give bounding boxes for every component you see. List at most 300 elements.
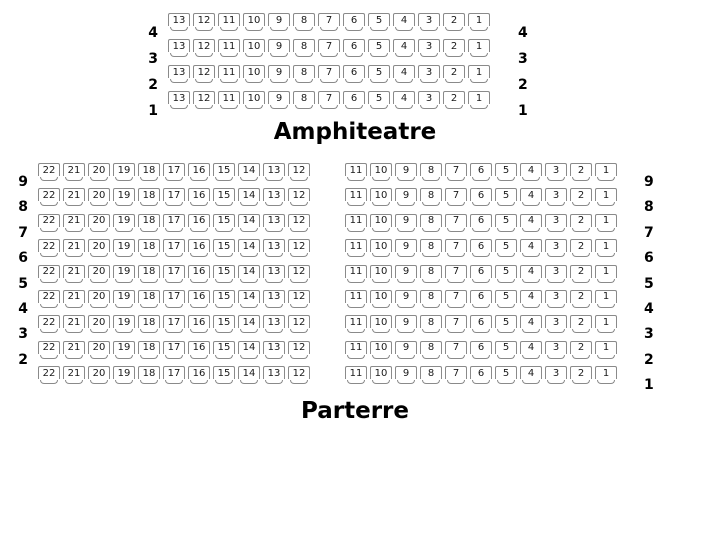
seat[interactable] <box>38 290 60 309</box>
seat[interactable] <box>595 214 617 233</box>
seat[interactable] <box>63 366 85 385</box>
seat[interactable] <box>520 265 542 284</box>
seat[interactable] <box>268 39 290 58</box>
seat[interactable] <box>193 65 215 84</box>
seat[interactable] <box>495 239 517 258</box>
seat[interactable] <box>288 214 310 233</box>
seat[interactable] <box>395 214 417 233</box>
seat[interactable] <box>163 163 185 182</box>
seat-cushion-icon <box>65 202 83 206</box>
seat-cushion-icon <box>40 177 58 181</box>
seat[interactable] <box>193 39 215 58</box>
seat[interactable] <box>63 163 85 182</box>
seat[interactable] <box>520 214 542 233</box>
seat[interactable] <box>595 366 617 385</box>
seat[interactable] <box>113 239 135 258</box>
seat[interactable] <box>595 163 617 182</box>
seat-number: 8 <box>420 188 442 201</box>
seat[interactable] <box>368 13 390 32</box>
seat[interactable] <box>293 65 315 84</box>
seat-number: 19 <box>113 265 135 278</box>
seat[interactable] <box>343 39 365 58</box>
seat[interactable] <box>393 65 415 84</box>
seat[interactable] <box>445 341 467 360</box>
seat[interactable] <box>370 315 392 334</box>
seat[interactable] <box>370 366 392 385</box>
seat[interactable] <box>188 239 210 258</box>
seat[interactable] <box>88 163 110 182</box>
seat[interactable] <box>138 239 160 258</box>
seat[interactable] <box>138 188 160 207</box>
seat[interactable] <box>213 265 235 284</box>
seat-row <box>38 239 310 264</box>
seat[interactable] <box>570 341 592 360</box>
seat-number: 2 <box>443 39 465 52</box>
seat-number: 9 <box>395 315 417 328</box>
seat[interactable] <box>595 341 617 360</box>
seat[interactable] <box>318 65 340 84</box>
seat[interactable] <box>345 188 367 207</box>
seat[interactable] <box>238 239 260 258</box>
seat[interactable] <box>263 239 285 258</box>
seat[interactable] <box>263 341 285 360</box>
seat[interactable] <box>263 214 285 233</box>
seat[interactable] <box>268 91 290 110</box>
seat[interactable] <box>168 13 190 32</box>
seat[interactable] <box>420 214 442 233</box>
seat[interactable] <box>263 315 285 334</box>
seat[interactable] <box>520 366 542 385</box>
seat[interactable] <box>213 366 235 385</box>
seat[interactable] <box>213 239 235 258</box>
seat-cushion-icon <box>347 380 365 384</box>
seat[interactable] <box>38 366 60 385</box>
seat[interactable] <box>370 239 392 258</box>
seat[interactable] <box>38 163 60 182</box>
seat[interactable] <box>318 13 340 32</box>
seat[interactable] <box>263 366 285 385</box>
seat[interactable] <box>88 341 110 360</box>
seat-number: 17 <box>163 341 185 354</box>
seat[interactable] <box>445 366 467 385</box>
seat[interactable] <box>345 163 367 182</box>
seat[interactable] <box>38 214 60 233</box>
seat[interactable] <box>288 163 310 182</box>
seat[interactable] <box>368 39 390 58</box>
seat[interactable] <box>188 290 210 309</box>
seat[interactable] <box>420 188 442 207</box>
seat[interactable] <box>238 315 260 334</box>
seat[interactable] <box>468 13 490 32</box>
seat[interactable] <box>113 366 135 385</box>
seat[interactable] <box>520 239 542 258</box>
seat[interactable] <box>88 239 110 258</box>
seat-number: 7 <box>318 39 340 52</box>
seat[interactable] <box>188 214 210 233</box>
seat[interactable] <box>318 39 340 58</box>
seat[interactable] <box>263 188 285 207</box>
seat[interactable] <box>545 341 567 360</box>
seat[interactable] <box>243 91 265 110</box>
seat[interactable] <box>420 366 442 385</box>
seat[interactable] <box>218 39 240 58</box>
seat[interactable] <box>443 13 465 32</box>
seat[interactable] <box>495 163 517 182</box>
seat[interactable] <box>63 214 85 233</box>
seat[interactable] <box>368 65 390 84</box>
seat[interactable] <box>163 315 185 334</box>
seat-number: 14 <box>238 341 260 354</box>
seat[interactable] <box>420 163 442 182</box>
seat[interactable] <box>570 214 592 233</box>
seat-number: 8 <box>420 366 442 379</box>
seat[interactable] <box>395 188 417 207</box>
seat[interactable] <box>163 366 185 385</box>
row-label: 6 <box>644 250 654 267</box>
seat-cushion-icon <box>215 202 233 206</box>
seat[interactable] <box>520 315 542 334</box>
seat-number: 8 <box>420 290 442 303</box>
seat-cushion-icon <box>245 53 263 57</box>
seat[interactable] <box>370 188 392 207</box>
seat[interactable] <box>113 341 135 360</box>
seat[interactable] <box>395 265 417 284</box>
seat[interactable] <box>113 214 135 233</box>
seat[interactable] <box>345 315 367 334</box>
seat[interactable] <box>570 163 592 182</box>
seat[interactable] <box>218 65 240 84</box>
seat[interactable] <box>163 188 185 207</box>
seat-cushion-icon <box>597 253 615 257</box>
seat[interactable] <box>38 188 60 207</box>
seat[interactable] <box>288 239 310 258</box>
seat[interactable] <box>418 13 440 32</box>
seat-cushion-icon <box>572 228 590 232</box>
seat[interactable] <box>545 315 567 334</box>
seat[interactable] <box>218 91 240 110</box>
seat[interactable] <box>88 366 110 385</box>
seat[interactable] <box>168 65 190 84</box>
seat[interactable] <box>470 315 492 334</box>
seat[interactable] <box>88 188 110 207</box>
seat[interactable] <box>470 188 492 207</box>
seat-cushion-icon <box>90 202 108 206</box>
seat[interactable] <box>495 315 517 334</box>
seat[interactable] <box>420 315 442 334</box>
seat[interactable] <box>545 290 567 309</box>
seat[interactable] <box>395 366 417 385</box>
seat[interactable] <box>288 366 310 385</box>
seat[interactable] <box>420 290 442 309</box>
seat-cushion-icon <box>347 329 365 333</box>
seat[interactable] <box>213 315 235 334</box>
seat[interactable] <box>138 163 160 182</box>
seat[interactable] <box>238 341 260 360</box>
seat[interactable] <box>445 290 467 309</box>
seat-row <box>38 214 310 239</box>
seat-number: 20 <box>88 290 110 303</box>
seat[interactable] <box>595 265 617 284</box>
seat[interactable] <box>368 91 390 110</box>
seat-cushion-icon <box>472 177 490 181</box>
seat[interactable] <box>238 188 260 207</box>
seat[interactable] <box>63 290 85 309</box>
seat[interactable] <box>595 188 617 207</box>
seat[interactable] <box>238 163 260 182</box>
seat[interactable] <box>243 65 265 84</box>
seat[interactable] <box>495 265 517 284</box>
seat[interactable] <box>113 265 135 284</box>
seat[interactable] <box>395 163 417 182</box>
seat[interactable] <box>345 214 367 233</box>
seat[interactable] <box>418 91 440 110</box>
seat[interactable] <box>395 239 417 258</box>
seat[interactable] <box>345 366 367 385</box>
seat[interactable] <box>343 65 365 84</box>
seat[interactable] <box>63 265 85 284</box>
seat[interactable] <box>545 239 567 258</box>
seat[interactable] <box>395 290 417 309</box>
seat-cushion-icon <box>165 177 183 181</box>
seat[interactable] <box>168 91 190 110</box>
seat-cushion-icon <box>470 105 488 109</box>
seat[interactable] <box>570 290 592 309</box>
seat-number: 5 <box>495 239 517 252</box>
seat[interactable] <box>288 341 310 360</box>
seat[interactable] <box>345 290 367 309</box>
seat[interactable] <box>345 341 367 360</box>
seat[interactable] <box>343 13 365 32</box>
seat[interactable] <box>468 39 490 58</box>
seat[interactable] <box>420 265 442 284</box>
seat[interactable] <box>393 39 415 58</box>
seat-cushion-icon <box>345 105 363 109</box>
seat[interactable] <box>495 341 517 360</box>
seat[interactable] <box>595 239 617 258</box>
seat-cushion-icon <box>522 279 540 283</box>
seat[interactable] <box>595 315 617 334</box>
seat[interactable] <box>218 13 240 32</box>
seat[interactable] <box>570 265 592 284</box>
seat[interactable] <box>470 341 492 360</box>
seat[interactable] <box>570 188 592 207</box>
seat[interactable] <box>163 214 185 233</box>
seat-cushion-icon <box>290 355 308 359</box>
parterre-right-block <box>345 163 617 392</box>
seat[interactable] <box>163 290 185 309</box>
seat[interactable] <box>288 265 310 284</box>
seat[interactable] <box>38 341 60 360</box>
seat[interactable] <box>243 13 265 32</box>
seat[interactable] <box>213 188 235 207</box>
seat[interactable] <box>445 163 467 182</box>
seat-number: 8 <box>420 214 442 227</box>
seat[interactable] <box>418 65 440 84</box>
seat[interactable] <box>520 290 542 309</box>
seat[interactable] <box>263 265 285 284</box>
seat[interactable] <box>470 366 492 385</box>
row-label: 2 <box>518 77 528 93</box>
seat[interactable] <box>113 290 135 309</box>
seat[interactable] <box>470 290 492 309</box>
seat[interactable] <box>345 265 367 284</box>
seat[interactable] <box>188 188 210 207</box>
seat[interactable] <box>193 13 215 32</box>
seat-number: 4 <box>520 163 542 176</box>
seat[interactable] <box>370 214 392 233</box>
seat[interactable] <box>288 188 310 207</box>
seat[interactable] <box>243 39 265 58</box>
seat[interactable] <box>163 341 185 360</box>
seat[interactable] <box>370 341 392 360</box>
seat[interactable] <box>88 315 110 334</box>
seat[interactable] <box>88 265 110 284</box>
seat[interactable] <box>263 163 285 182</box>
seat[interactable] <box>445 214 467 233</box>
seat[interactable] <box>420 341 442 360</box>
seat[interactable] <box>238 265 260 284</box>
seat[interactable] <box>495 290 517 309</box>
seat[interactable] <box>318 91 340 110</box>
seat[interactable] <box>138 290 160 309</box>
seat[interactable] <box>393 13 415 32</box>
seat[interactable] <box>63 188 85 207</box>
seat[interactable] <box>188 341 210 360</box>
seat[interactable] <box>520 341 542 360</box>
seat[interactable] <box>445 239 467 258</box>
seat[interactable] <box>268 13 290 32</box>
seat[interactable] <box>495 366 517 385</box>
seat[interactable] <box>545 265 567 284</box>
seat[interactable] <box>238 214 260 233</box>
seat[interactable] <box>268 65 290 84</box>
seat[interactable] <box>113 315 135 334</box>
seat[interactable] <box>420 239 442 258</box>
seat[interactable] <box>213 214 235 233</box>
seat[interactable] <box>445 265 467 284</box>
seat[interactable] <box>545 366 567 385</box>
seat[interactable] <box>163 265 185 284</box>
seat[interactable] <box>138 366 160 385</box>
seat-row <box>345 188 617 213</box>
seat-cushion-icon <box>165 279 183 283</box>
seat[interactable] <box>570 366 592 385</box>
seat[interactable] <box>213 341 235 360</box>
seat[interactable] <box>38 239 60 258</box>
seat[interactable] <box>370 163 392 182</box>
seat[interactable] <box>443 91 465 110</box>
seat[interactable] <box>188 366 210 385</box>
seat[interactable] <box>468 65 490 84</box>
seat[interactable] <box>138 341 160 360</box>
seat[interactable] <box>468 91 490 110</box>
seat[interactable] <box>445 188 467 207</box>
seat-cushion-icon <box>597 177 615 181</box>
seat[interactable] <box>545 214 567 233</box>
seat-number: 11 <box>345 341 367 354</box>
seat[interactable] <box>238 290 260 309</box>
seat[interactable] <box>113 188 135 207</box>
seat[interactable] <box>393 91 415 110</box>
seat[interactable] <box>293 91 315 110</box>
seat[interactable] <box>470 265 492 284</box>
seat[interactable] <box>545 163 567 182</box>
row-label: 6 <box>18 250 28 267</box>
seat[interactable] <box>293 13 315 32</box>
seat[interactable] <box>213 163 235 182</box>
seat[interactable] <box>595 290 617 309</box>
seat[interactable] <box>63 341 85 360</box>
seat[interactable] <box>63 239 85 258</box>
seat-number: 12 <box>193 65 215 78</box>
seat-number: 22 <box>38 188 60 201</box>
seat[interactable] <box>138 214 160 233</box>
seat[interactable] <box>38 265 60 284</box>
seat[interactable] <box>343 91 365 110</box>
seat[interactable] <box>520 188 542 207</box>
seat[interactable] <box>188 265 210 284</box>
seat-cushion-icon <box>572 355 590 359</box>
seat[interactable] <box>168 39 190 58</box>
seat[interactable] <box>88 290 110 309</box>
seat-number: 22 <box>38 214 60 227</box>
seat-number: 15 <box>213 163 235 176</box>
seat[interactable] <box>445 315 467 334</box>
seat[interactable] <box>545 188 567 207</box>
seat-number: 2 <box>570 341 592 354</box>
seat[interactable] <box>345 239 367 258</box>
seat[interactable] <box>470 239 492 258</box>
seat[interactable] <box>213 290 235 309</box>
seat[interactable] <box>495 188 517 207</box>
seat[interactable] <box>88 214 110 233</box>
seat[interactable] <box>263 290 285 309</box>
seat[interactable] <box>288 315 310 334</box>
seat[interactable] <box>443 65 465 84</box>
row-label: 4 <box>518 25 528 41</box>
seat[interactable] <box>570 315 592 334</box>
seat[interactable] <box>495 214 517 233</box>
seat[interactable] <box>418 39 440 58</box>
seat[interactable] <box>138 265 160 284</box>
seat[interactable] <box>395 341 417 360</box>
seat[interactable] <box>188 163 210 182</box>
seat[interactable] <box>288 290 310 309</box>
seat[interactable] <box>163 239 185 258</box>
seat[interactable] <box>470 163 492 182</box>
seat[interactable] <box>188 315 210 334</box>
seat[interactable] <box>113 163 135 182</box>
seat[interactable] <box>470 214 492 233</box>
seat[interactable] <box>443 39 465 58</box>
seat[interactable] <box>395 315 417 334</box>
seat[interactable] <box>238 366 260 385</box>
seat[interactable] <box>370 290 392 309</box>
seat-row <box>38 265 310 290</box>
seat[interactable] <box>570 239 592 258</box>
seat[interactable] <box>520 163 542 182</box>
seat[interactable] <box>370 265 392 284</box>
seat[interactable] <box>63 315 85 334</box>
seat-cushion-icon <box>245 105 263 109</box>
seat-cushion-icon <box>320 105 338 109</box>
seat[interactable] <box>293 39 315 58</box>
seat[interactable] <box>193 91 215 110</box>
seat[interactable] <box>38 315 60 334</box>
seat[interactable] <box>138 315 160 334</box>
seat-number: 13 <box>168 65 190 78</box>
seat-number: 13 <box>168 39 190 52</box>
